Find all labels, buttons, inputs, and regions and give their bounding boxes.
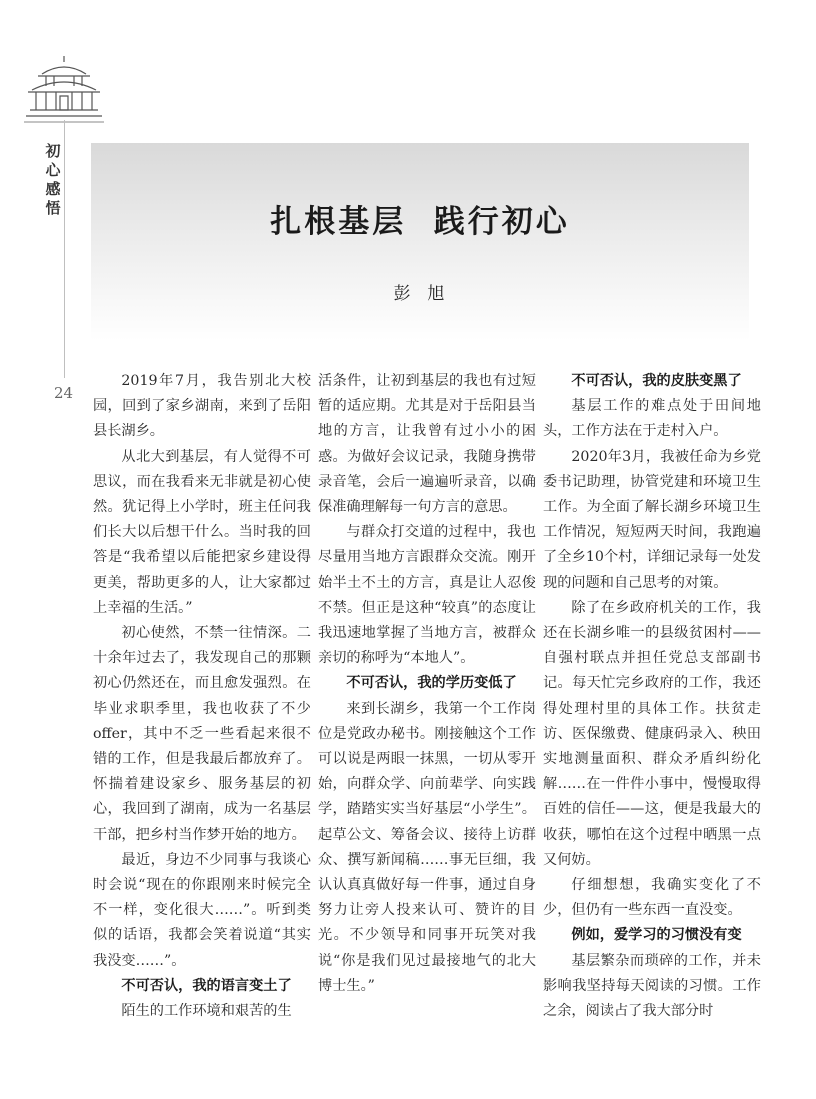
paragraph: 初心使然，不禁一往情深。二十余年过去了，我发现自己的那颗初心仍然还在，而且愈发强烈。在毕业求职季里，我也收获了不少offer，其中不乏一些看起来很不错的工作，但是我最后都放弃了。怀揣着建设家乡、服务基层的初心，我回到了湖南，成为一名基层干部，把乡村当作梦开始的地方。 <box>93 625 311 843</box>
page-number: 24 <box>54 384 74 402</box>
article-title: 扎根基层 践行初心 <box>270 204 570 240</box>
article-author: 彭 旭 <box>393 284 447 304</box>
subheading: 不可否认，我的学历变低了 <box>346 675 517 692</box>
paragraph-continued: 活条件，让初到基层的我也有过短暂的适应期。尤其是对于岳阳县当地的方言，让我曾有过小小的困惑。为做好会议记录，我随身携带录音笔，会后一遍遍听录音，以确保准确理解每一句方言的意思。 <box>318 373 536 516</box>
text-column-3 <box>543 369 761 1024</box>
paragraph: 除了在乡政府机关的工作，我还在长湖乡唯一的县级贫困村——自强村联点并担任党总支部副书记。每天忙完乡政府的工作，我还得处理村里的具体工作。扶贫走访、医保缴费、健康码录入、秧田实地测量面积、群众矛盾纠纷化解……在一件件小事中，慢慢取得百姓的信任——这，便是我最大的收获，哪怕在这个过程中晒黑一点又何妨。 <box>543 599 761 868</box>
paragraph: 从北大到基层，有人觉得不可思议，而在我看来无非就是初心使然。犹记得上小学时，班主任问我们长大以后想干什么。当时我的回答是“我希望以后能把家乡建设得更美，帮助更多的人，让大家都过上幸福的生活。” <box>93 448 311 616</box>
subheading: 不可否认，我的语言变土了 <box>121 977 292 994</box>
paragraph: 最近，身边不少同事与我谈心时会说“现在的你跟刚来时候完全不一样，变化很大……”。听到类似的话语，我都会笑着说道“其实我没变……”。 <box>93 851 311 969</box>
paragraph: 陌生的工作环境和艰苦的生 <box>121 1003 292 1020</box>
paragraph: 基层繁杂而琐碎的工作，并未影响我坚持每天阅读的习惯。工作之余，阅读占了我大部分时 <box>543 952 761 1020</box>
subheading: 不可否认，我的皮肤变黑了 <box>571 373 742 389</box>
text-column-2 <box>318 369 536 999</box>
paragraph: 仔细想想，我确实变化了不少，但仍有一些东西一直没变。 <box>543 877 761 919</box>
margin-rule <box>64 120 65 378</box>
paragraph: 来到长湖乡，我第一个工作岗位是党政办秘书。刚接触这个工作可以说是两眼一抹黑，一切从零开始，向群众学、向前辈学、向实践学，踏踏实实当好基层“小学生”。起草公文、筹备会议、接待上访群众、撰写新闻稿……事无巨细，我认认真真做好每一件事，通过自身努力让旁人投来认可、赞许的目光。不少领导和同事开玩笑对我说“你是我们见过最接地气的北大博士生。” <box>318 700 536 994</box>
pavilion-logo-icon <box>24 52 104 128</box>
text-column-1 <box>93 369 311 1024</box>
paragraph: 2020年3月，我被任命为乡党委书记助理，协管党建和环境卫生工作。为全面了解长湖乡环境卫生工作情况，短短两天时间，我跑遍了全乡10个村，详细记录每一处发现的问题和自己思考的对策。 <box>543 448 761 591</box>
section-tag: 初心感悟 <box>45 142 61 217</box>
paragraph: 基层工作的难点处于田间地头，工作方法在于走村入户。 <box>543 398 761 440</box>
paragraph: 2019年7月，我告别北大校园，回到了家乡湖南，来到了岳阳县长湖乡。 <box>93 373 311 440</box>
subheading: 例如，爱学习的习惯没有变 <box>571 927 742 944</box>
title-band <box>91 143 749 341</box>
paragraph: 与群众打交道的过程中，我也尽量用当地方言跟群众交流。刚开始半土不土的方言，真是让人忍俊不禁。但正是这种“较真”的态度让我迅速地掌握了当地方言，被群众亲切的称呼为“本地人”。 <box>318 524 536 667</box>
